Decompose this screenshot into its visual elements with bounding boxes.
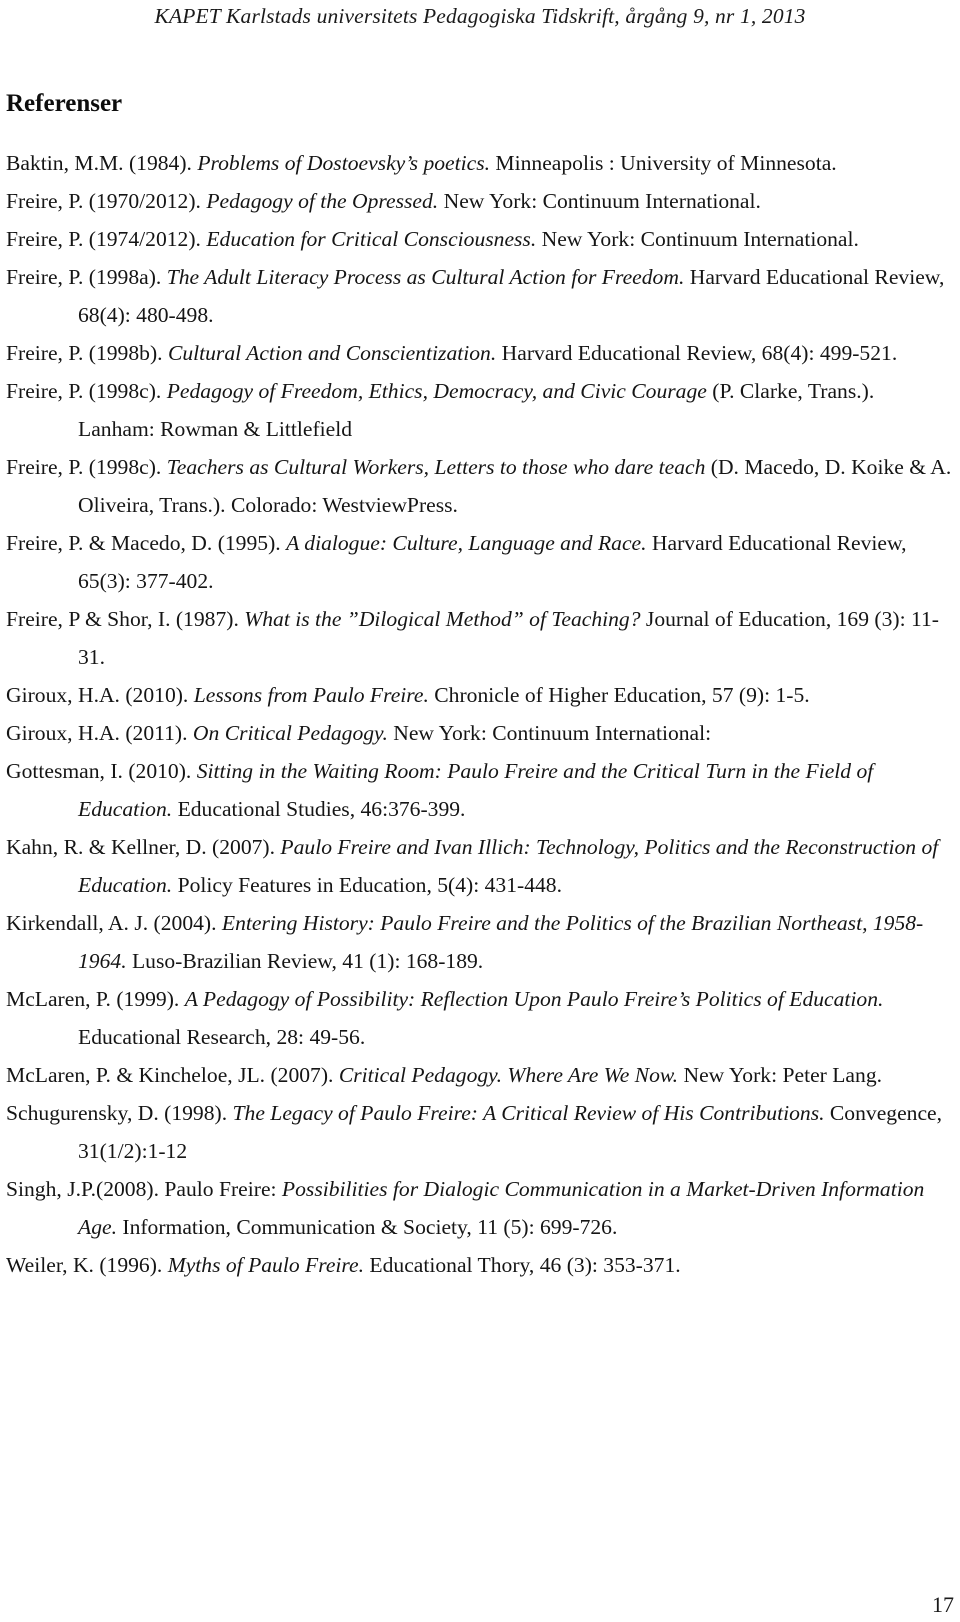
reference-title: Possibilities for Dialogic Communication in a Market-Driven Information Age. xyxy=(78,1177,925,1239)
reference-item-giroux-2011: Giroux, H.A. (2011). On Critical Pedagogy. New York: Continuum International: xyxy=(6,721,712,745)
reference-title: Cultural Action and Conscientization. xyxy=(167,341,497,365)
reference-item-kahn-kellner-2007: Kahn, R. & Kellner, D. (2007). Paulo Freire and Ivan Illich: Technology, Politics and the Reconstruction of Education. Policy Features in Education, 5(4): 431-448. xyxy=(6,835,939,897)
reference-title: A Pedagogy of Possibility: Reflection Upon Paulo Freire’s Politics of Education. xyxy=(184,987,884,1011)
reference-item-baktin-1984: Baktin, M.M. (1984). Problems of Dostoevsky’s poetics. Minneapolis : University of Minnesota. xyxy=(6,151,837,175)
reference-title: The Adult Literacy Process as Cultural Action for Freedom. xyxy=(166,265,685,289)
reference-item-mclaren-kincheloe-2007: McLaren, P. & Kincheloe, JL. (2007). Critical Pedagogy. Where Are We Now. New York: Peter Lang. xyxy=(6,1063,883,1087)
reference-item-freire-1998c-teachers: Freire, P. (1998c). Teachers as Cultural Workers, Letters to those who dare teach (D. Macedo, D. Koike & A. Oliveira, Trans.). Colorado: WestviewPress. xyxy=(6,455,952,517)
running-header: KAPET Karlstads universitets Pedagogiska Tidskrift, årgång 9, nr 1, 2013 xyxy=(154,4,806,28)
reference-item-freire-1998b: Freire, P. (1998b). Cultural Action and Conscientization. Harvard Educational Review, 68(4): 499-521. xyxy=(6,341,898,365)
reference-item-singh-2008: Singh, J.P.(2008). Paulo Freire: Possibilities for Dialogic Communication in a Market-Driven Information Age. Information, Communication & Society, 11 (5): 699-726. xyxy=(6,1177,925,1239)
page-number: 17 xyxy=(932,1592,954,1617)
reference-item-freire-shor-1987: Freire, P & Shor, I. (1987). What is the ”Dilogical Method” of Teaching? Journal of Education, 169 (3): 11-31. xyxy=(6,607,939,669)
reference-title: The Legacy of Paulo Freire: A Critical Review of His Contributions. xyxy=(232,1101,825,1125)
reference-item-freire-macedo-1995: Freire, P. & Macedo, D. (1995). A dialogue: Culture, Language and Race. Harvard Educational Review, 65(3): 377-402. xyxy=(6,531,907,593)
reference-title: On Critical Pedagogy. xyxy=(192,721,388,745)
reference-item-gottesman-2010: Gottesman, I. (2010). Sitting in the Waiting Room: Paulo Freire and the Critical Turn in the Field of Education. Educational Studies, 46:376-399. xyxy=(6,759,874,821)
reference-title: Lessons from Paulo Freire. xyxy=(193,683,429,707)
reference-title: Education for Critical Consciousness. xyxy=(206,227,537,251)
reference-title: Pedagogy of the Opressed. xyxy=(206,189,439,213)
reference-title: Pedagogy of Freedom, Ethics, Democracy, and Civic Courage xyxy=(166,379,707,403)
reference-title: Critical Pedagogy. Where Are We Now. xyxy=(338,1063,679,1087)
reference-title: Sitting in the Waiting Room: Paulo Freire and the Critical Turn in the Field of Education. xyxy=(78,759,874,821)
reference-title: Teachers as Cultural Workers, Letters to those who dare teach xyxy=(166,455,706,479)
reference-title: What is the ”Dilogical Method” of Teaching? xyxy=(244,607,641,631)
reference-title: Problems of Dostoevsky’s poetics. xyxy=(197,151,491,175)
reference-item-freire-1998a: Freire, P. (1998a). The Adult Literacy Process as Cultural Action for Freedom. Harvard Educational Review, 68(4): 480-498. xyxy=(6,265,945,327)
reference-list xyxy=(6,144,956,1284)
reference-item-weiler-1996: Weiler, K. (1996). Myths of Paulo Freire. Educational Thory, 46 (3): 353-371. xyxy=(6,1253,681,1277)
reference-item-freire-1974: Freire, P. (1974/2012). Education for Critical Consciousness. New York: Continuum International. xyxy=(6,227,859,251)
reference-item-schugurensky-1998: Schugurensky, D. (1998). The Legacy of Paulo Freire: A Critical Review of His Contributions. Convegence, 31(1/2):1-12 xyxy=(6,1101,943,1163)
section-heading: Referenser xyxy=(6,90,123,117)
reference-title: Entering History: Paulo Freire and the Politics of the Brazilian Northeast, 1958-1964. xyxy=(78,911,924,973)
reference-item-freire-1998c-pedagogy: Freire, P. (1998c). Pedagogy of Freedom, Ethics, Democracy, and Civic Courage (P. Clarke, Trans.). Lanham: Rowman & Littlefield xyxy=(6,379,875,441)
reference-item-kirkendall-2004: Kirkendall, A. J. (2004). Entering History: Paulo Freire and the Politics of the Brazilian Northeast, 1958-1964. Luso-Brazilian Review, 41 (1): 168-189. xyxy=(6,911,924,973)
reference-title: A dialogue: Culture, Language and Race. xyxy=(286,531,647,555)
reference-item-giroux-2010: Giroux, H.A. (2010). Lessons from Paulo Freire. Chronicle of Higher Education, 57 (9): 1-5. xyxy=(6,683,810,707)
reference-item-mclaren-1999: McLaren, P. (1999). A Pedagogy of Possibility: Reflection Upon Paulo Freire’s Politics of Education. Educational Research, 28: 49-56. xyxy=(6,987,884,1049)
reference-title: Paulo Freire and Ivan Illich: Technology, Politics and the Reconstruction of Education. xyxy=(78,835,939,897)
reference-title: Myths of Paulo Freire. xyxy=(167,1253,365,1277)
reference-item-freire-1970: Freire, P. (1970/2012). Pedagogy of the Opressed. New York: Continuum International. xyxy=(6,189,761,213)
